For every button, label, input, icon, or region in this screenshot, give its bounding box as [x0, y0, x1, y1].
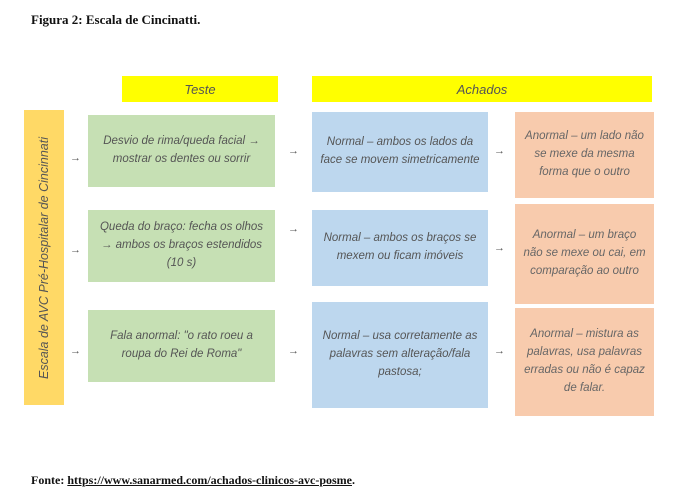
- arrow-icon: →: [288, 345, 299, 357]
- abnormal-box-3: Anormal – mistura as palavras, usa palavras erradas ou não é capaz de falar.: [515, 308, 654, 416]
- arrow-icon: →: [70, 244, 81, 256]
- normal-box-2: Normal – ambos os braços se mexem ou ficam imóveis: [312, 210, 488, 286]
- arrow-icon: →: [70, 345, 81, 357]
- normal-box-3: Normal – usa corretamente as palavras sem alteração/fala pastosa;: [312, 302, 488, 408]
- arrow-icon: →: [494, 145, 505, 157]
- test-box-2: Queda do braço: fecha os olhos → ambos os braços estendidos (10 s): [88, 210, 275, 282]
- side-label-box: [24, 110, 64, 405]
- side-label: Escala de AVC Pré-Hospitalar de Cincinnati: [37, 136, 51, 379]
- source-link[interactable]: https://www.sanarmed.com/achados-clinicos-avc-posme: [67, 473, 352, 487]
- arrow-icon: →: [288, 223, 299, 235]
- source-footer: [31, 473, 355, 488]
- test-box-3: Fala anormal: "o rato roeu a roupa do Rei de Roma": [88, 310, 275, 382]
- figure-caption: Figura 2: Escala de Cincinatti.: [31, 12, 201, 27]
- arrow-icon: →: [494, 242, 505, 254]
- arrow-icon: →: [70, 152, 81, 164]
- normal-box-1: Normal – ambos os lados da face se movem simetricamente: [312, 112, 488, 192]
- test-box-1: Desvio de rima/queda facial → mostrar os dentes ou sorrir: [88, 115, 275, 187]
- footer-prefix: Fonte:: [31, 473, 68, 487]
- abnormal-box-1: Anormal – um lado não se mexe da mesma forma que o outro: [515, 112, 654, 198]
- header-teste: Teste: [122, 76, 278, 102]
- abnormal-box-2: Anormal – um braço não se mexe ou cai, em comparação ao outro: [515, 204, 654, 304]
- arrow-icon: →: [288, 145, 299, 157]
- footer-suffix: .: [351, 473, 355, 487]
- header-achados: Achados: [312, 76, 652, 102]
- arrow-icon: →: [494, 345, 505, 357]
